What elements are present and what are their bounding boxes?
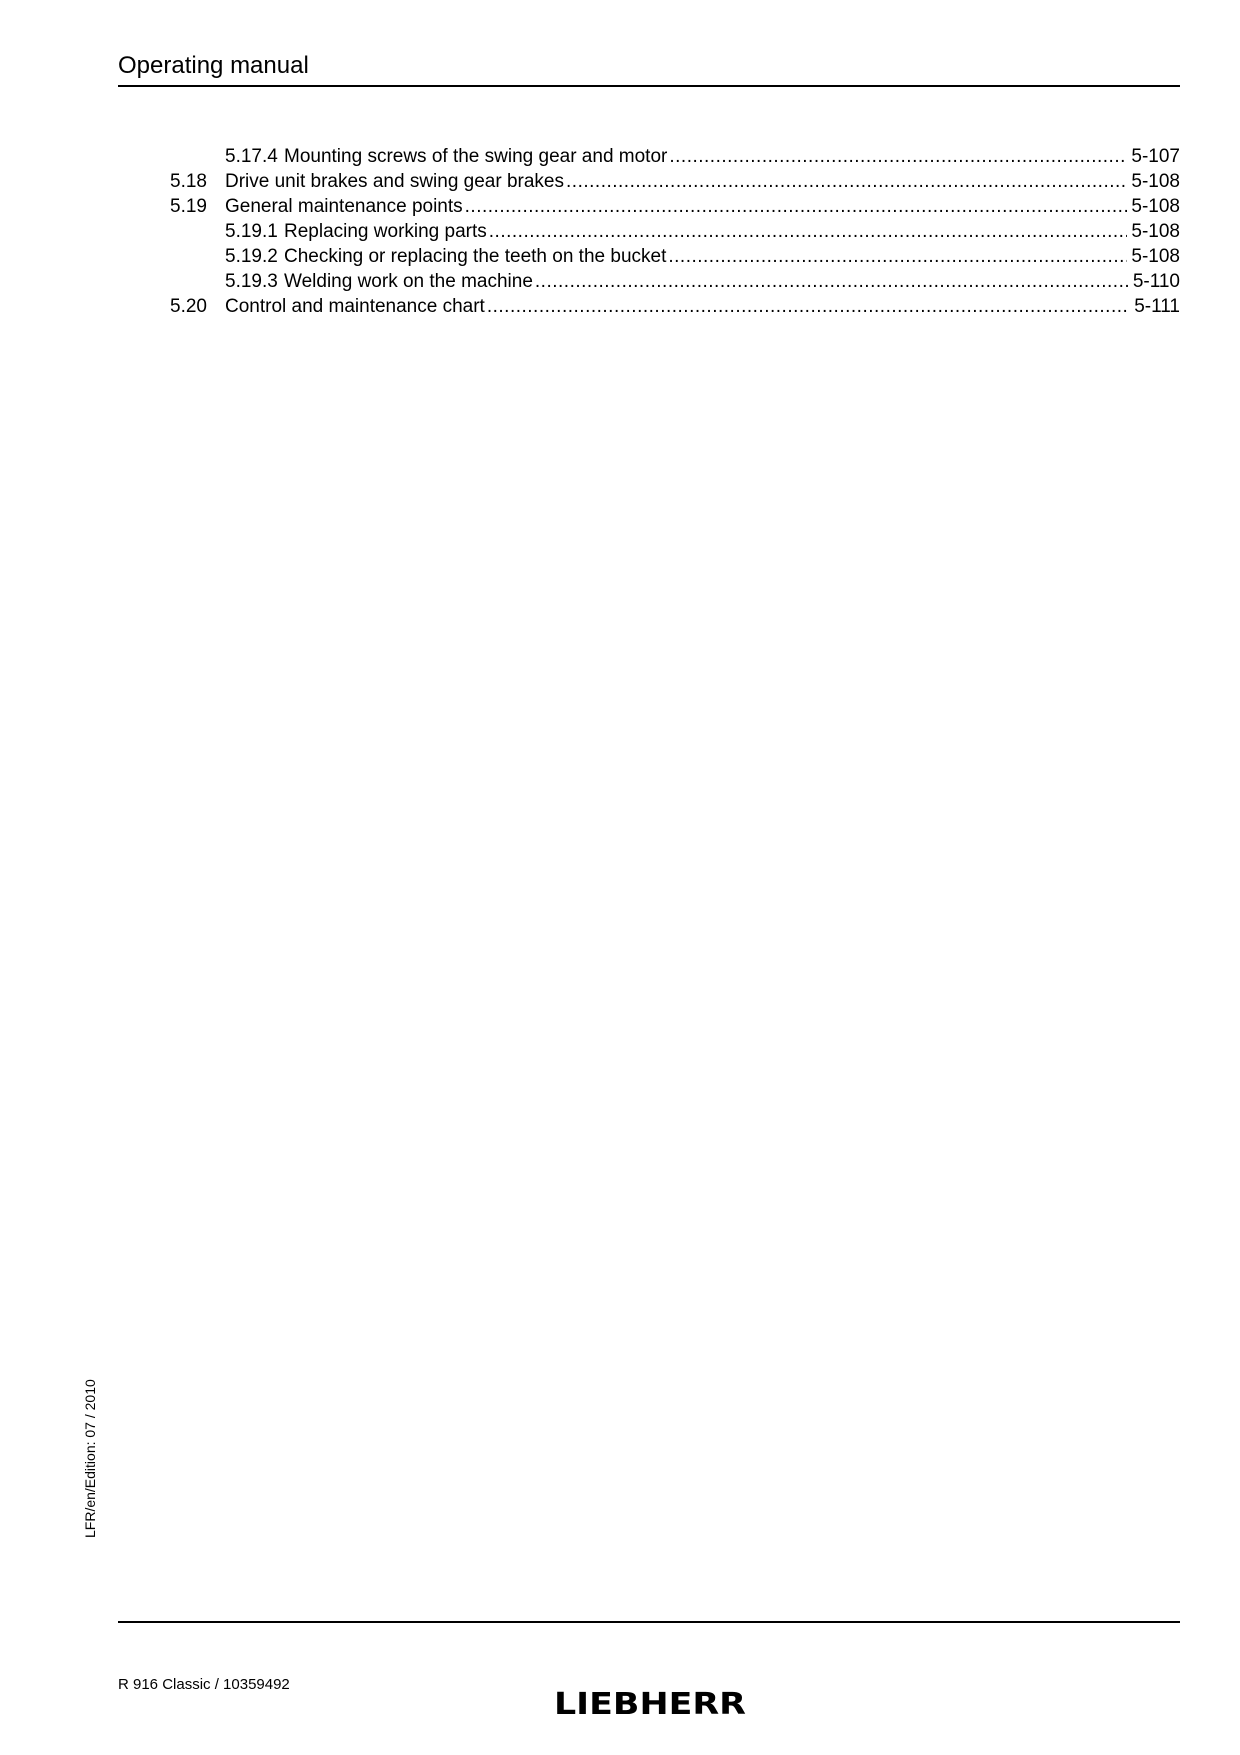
toc-entry-number: 5.20 — [170, 296, 207, 317]
liebherr-logo — [553, 1690, 747, 1716]
toc-dot-leader — [535, 269, 1129, 294]
toc-entry-page: 5-110 — [1132, 271, 1180, 292]
toc-entry[interactable] — [160, 144, 1180, 169]
toc-dot-leader — [668, 244, 1127, 269]
footer-divider — [118, 1621, 1180, 1623]
toc-entry[interactable] — [160, 294, 1180, 319]
toc-entry-number: 5.18 — [170, 171, 207, 192]
table-of-contents — [160, 144, 1180, 319]
toc-entry[interactable] — [160, 219, 1180, 244]
toc-entry-number: 5.19.3 — [225, 271, 278, 292]
toc-entry-page: 5-107 — [1131, 146, 1180, 167]
toc-entry-page: 5-108 — [1131, 171, 1180, 192]
toc-entry-page: 5-108 — [1131, 221, 1180, 242]
toc-entry-number: 5.19.2 — [225, 246, 278, 267]
toc-entry-title: Control and maintenance chart — [225, 296, 485, 317]
toc-entry-title: General maintenance points — [225, 196, 463, 217]
toc-entry-page: 5-108 — [1131, 196, 1180, 217]
toc-entry[interactable] — [160, 244, 1180, 269]
logo-wordmark: LIEBHERR — [554, 1690, 746, 1716]
toc-dot-leader — [489, 219, 1128, 244]
toc-entry[interactable] — [160, 194, 1180, 219]
toc-entry-number: 5.17.4 — [225, 146, 278, 167]
toc-entry-title: Checking or replacing the teeth on the bucket — [284, 246, 667, 267]
toc-dot-leader — [566, 169, 1127, 194]
toc-entry-page: 5-111 — [1134, 296, 1180, 317]
toc-entry[interactable] — [160, 269, 1180, 294]
page-title: Operating manual — [118, 52, 309, 79]
page-header — [118, 52, 1180, 87]
toc-entry-title: Drive unit brakes and swing gear brakes — [225, 171, 565, 192]
toc-dot-leader — [465, 194, 1128, 219]
toc-entry-page: 5-108 — [1131, 246, 1180, 267]
toc-dot-leader — [669, 144, 1127, 169]
toc-entry-number: 5.19 — [170, 196, 207, 217]
toc-entry-title: Mounting screws of the swing gear and motor — [284, 146, 668, 167]
edition-note: LFR/en/Edition: 07 / 2010 — [82, 1379, 98, 1538]
toc-entry-title: Welding work on the machine — [284, 271, 533, 292]
footer-model-number: R 916 Classic / 10359492 — [118, 1676, 290, 1693]
toc-entry[interactable] — [160, 169, 1180, 194]
toc-dot-leader — [487, 294, 1130, 319]
toc-entry-number: 5.19.1 — [225, 221, 278, 242]
toc-entry-title: Replacing working parts — [284, 221, 487, 242]
